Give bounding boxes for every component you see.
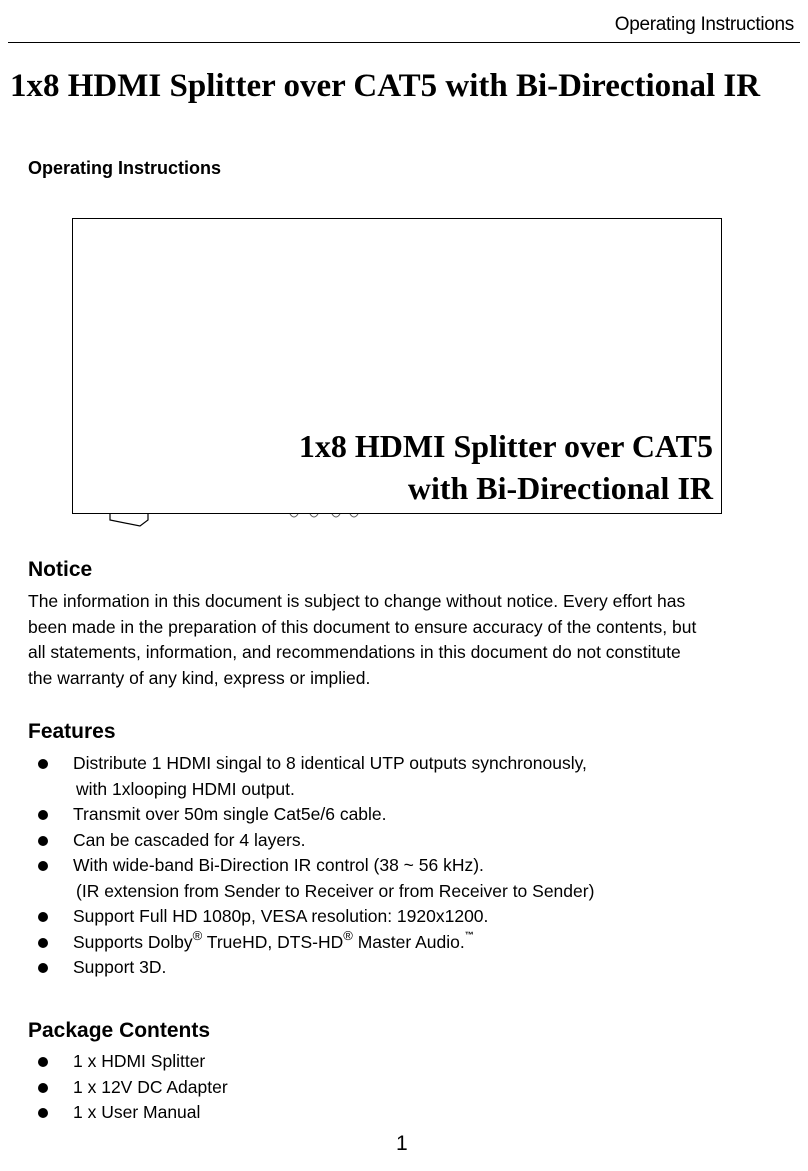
header-divider (8, 42, 800, 43)
features-list (28, 751, 594, 981)
list-item (28, 1100, 228, 1126)
registered-mark: ® (192, 927, 203, 943)
list-item (28, 853, 594, 904)
feature-text-master: Master Audio. (352, 931, 465, 952)
bullet-icon (38, 810, 48, 820)
bullet-icon (38, 836, 48, 846)
list-item (28, 751, 594, 802)
package-item-text: 1 x 12V DC Adapter (73, 1076, 228, 1097)
running-header: Operating Instructions (614, 14, 794, 35)
package-item-text: 1 x User Manual (73, 1102, 201, 1122)
bullet-icon (38, 912, 48, 922)
feature-text-dts: TrueHD, DTS-HD (202, 931, 344, 952)
feature-text: Can be cascaded for 4 layers. (73, 829, 306, 850)
notice-paragraph (28, 589, 788, 691)
list-item (28, 1075, 228, 1101)
product-title-line-1: 1x8 HDMI Splitter over CAT5 (298, 428, 713, 464)
notice-line: all statements, information, and recommendations in this document do not constitute (28, 642, 681, 662)
feature-continuation: with 1xlooping HDMI output. (76, 778, 295, 799)
subheading: Operating Instructions (28, 158, 222, 178)
feature-text: Distribute 1 HDMI singal to 8 identical UTP outputs synchronously, (73, 753, 587, 773)
package-item-text: 1 x HDMI Splitter (73, 1051, 206, 1071)
bullet-icon (38, 963, 48, 973)
list-item (28, 927, 594, 956)
page-number: 1 (396, 1132, 408, 1155)
registered-mark: ® (343, 927, 353, 943)
document-title: 1x8 HDMI Splitter over CAT5 with Bi-Directional IR (10, 68, 761, 104)
package-contents-list (28, 1049, 228, 1126)
list-item (28, 955, 594, 981)
feature-text: Transmit over 50m single Cat5e/6 cable. (73, 804, 387, 824)
list-item (28, 904, 594, 930)
notice-heading: Notice (28, 558, 93, 581)
notice-line: The information in this document is subject to change without notice. Every effort has (28, 591, 686, 611)
feature-text: With wide-band Bi-Direction IR control (38 ~ 56 kHz). (73, 855, 484, 875)
notice-line: been made in the preparation of this document to ensure accuracy of the contents, but (28, 616, 697, 637)
product-title-line-2: with Bi-Directional IR (407, 470, 713, 506)
list-item (28, 1049, 228, 1075)
feature-text: Support Full HD 1080p, VESA resolution: 1920x1200. (73, 906, 489, 926)
product-image-frame (72, 218, 722, 514)
feature-text: Support 3D. (73, 957, 167, 977)
notice-line: the warranty of any kind, express or implied. (28, 667, 371, 688)
product-image-title (299, 425, 713, 509)
bullet-icon (38, 861, 48, 871)
package-contents-heading: Package Contents (28, 1019, 211, 1042)
feature-continuation: (IR extension from Sender to Receiver or from Receiver to Sender) (76, 880, 595, 901)
bullet-icon (38, 1083, 48, 1093)
bullet-icon (38, 1057, 48, 1067)
feature-text-dolby: Supports Dolby (73, 931, 193, 952)
bullet-icon (38, 759, 48, 769)
features-heading: Features (28, 720, 116, 743)
device-outline-icon (100, 512, 380, 532)
list-item (28, 802, 594, 828)
trademark-mark: ™ (464, 929, 474, 940)
bullet-icon (38, 1108, 48, 1118)
list-item (28, 828, 594, 854)
bullet-icon (38, 938, 48, 948)
